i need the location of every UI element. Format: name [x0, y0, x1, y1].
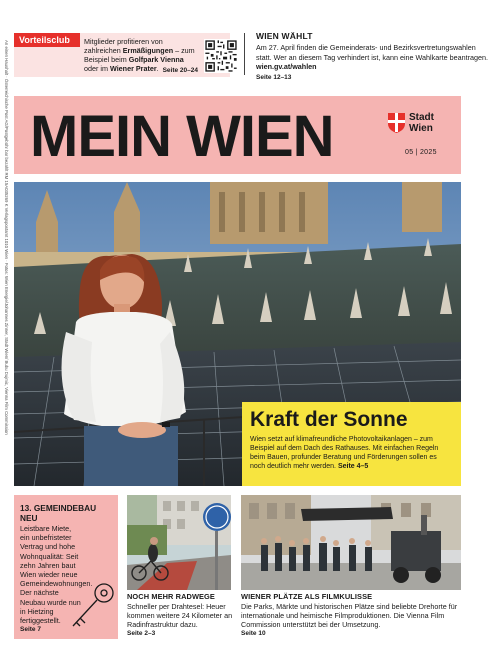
wien-waehlt-teaser[interactable] [256, 31, 491, 81]
gemeindebau-title: 13. GEMEINDEBAU NEU [20, 503, 97, 523]
magazine-title: MEIN WIEN [30, 104, 334, 169]
stadt-wien-logo [388, 113, 448, 135]
masthead [14, 96, 461, 174]
hero-story-box[interactable] [242, 402, 461, 486]
side-credit-text: An einen Haushalt · Österreichische Post AG/Postgebühr bar bezahlt RM 15A035269 K Verlagspostamt 1010 Wien · Fotos: Wien Energie/Johannes Zinner, Stadt Wien/ Bubu Dujmic, Vienna Film Commission [4, 40, 9, 435]
filmkulisse-photo [241, 495, 461, 590]
wahlen-link[interactable]: wien.gv.at/wahlen [256, 62, 317, 71]
vorteilsclub-page-ref: Seite 20–24 [162, 67, 198, 74]
wien-waehlt-title: WIEN WÄHLT [256, 31, 313, 41]
filmkulisse-title: WIENER PLÄTZE ALS FILMKULISSE [241, 592, 373, 601]
wien-waehlt-page-ref: Seite 12–13 [256, 73, 292, 81]
wien-shield-icon [388, 113, 405, 133]
vorteilsclub-badge: Vorteilsclub [14, 33, 80, 47]
wien-waehlt-text: Am 27. April finden die Gemeinderats- und Bezirksvertretungswahlen statt. Wer an diesem Tag verhindert ist, kann eine Wahlkarte beantragen. wien.gv.at/wahlen [256, 43, 488, 71]
vorteilsclub-teaser[interactable] [14, 33, 230, 77]
issue-number: 05 | 2025 [405, 149, 437, 156]
radwege-text: Schneller per Drahtesel: Heuer kommen weitere 24 Kilometer an Radinfrastruktur dazu. [127, 601, 233, 629]
vorteilsclub-text: Mitglieder profitieren von zahlreichen Ermäßigungen – zum Beispiel beim Golfpark Vienna oder im Wiener Prater. [84, 37, 195, 73]
radwege-page-ref: Seite 2–3 [127, 630, 156, 638]
logo-text: Stadt Wien [409, 112, 434, 134]
side-credit [2, 40, 10, 630]
radwege-photo [127, 495, 231, 590]
radwege-title: NOCH MEHR RADWEGE [127, 592, 215, 601]
radwege-teaser[interactable] [127, 592, 233, 637]
hero-story-title: Kraft der Sonne [250, 408, 408, 431]
filmkulisse-teaser[interactable] [241, 592, 463, 637]
qr-code-icon[interactable] [204, 39, 238, 73]
teaser-divider [244, 33, 245, 75]
gemeindebau-teaser[interactable] [14, 495, 118, 639]
gemeindebau-text: Leistbare Miete, ein unbefristeter Vertrag und hohe Wohnqualität: Seit zehn Jahren baut Wien wieder neue Gemeindewohnungen. Der nächste Neubau wurde nun in Hietzing fertiggestellt. [20, 524, 93, 626]
key-icon [68, 581, 116, 631]
filmkulisse-text: Die Parks, Märkte und historischen Plätze sind beliebte Drehorte für internationale und heimische Filmproduktionen. Die Vienna Film Commission unterstützt bei der Umsetzung. [241, 601, 458, 629]
filmkulisse-page-ref: Seite 10 [241, 630, 266, 638]
hero-story-text: Wien setzt auf klimafreundliche Photovoltaikanlagen – zum Beispiel auf dem Dach des Rathauses. Mit einfachen Regeln beim Bauen, profunder Beratung und Förderungen sollen es noch deutlich mehr werden. Seite 4–5 [250, 436, 439, 470]
gemeindebau-page-ref: Seite 7 [20, 626, 41, 634]
